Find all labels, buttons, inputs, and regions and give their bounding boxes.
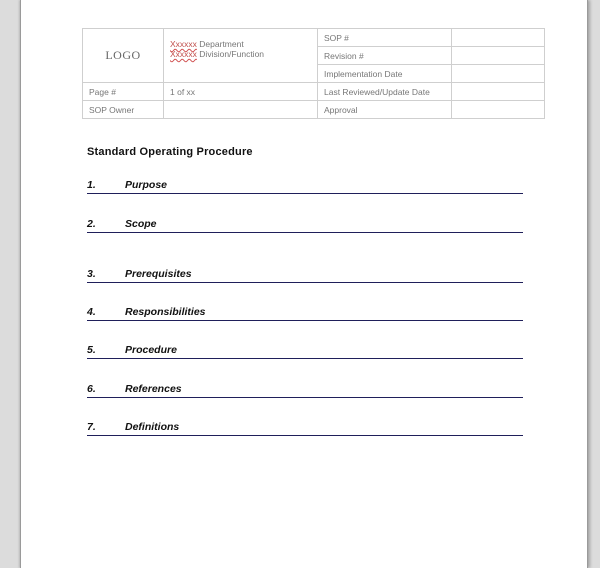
section-scope: [87, 218, 523, 233]
approval-label: Approval: [318, 101, 452, 119]
section-number: 4.: [87, 306, 96, 318]
section-definitions: [87, 421, 523, 436]
last-reviewed-value: [452, 83, 545, 101]
section-heading: Prerequisites: [125, 268, 192, 280]
section-prerequisites: [87, 268, 523, 283]
last-reviewed-label: Last Reviewed/Update Date: [318, 83, 452, 101]
section-heading: Procedure: [125, 344, 177, 356]
department-label: Department: [199, 39, 244, 49]
sop-number-label: SOP #: [318, 29, 452, 47]
approval-value: [452, 101, 545, 119]
implementation-date-value: [452, 65, 545, 83]
section-number: 3.: [87, 268, 96, 280]
section-heading: References: [125, 383, 182, 395]
sop-owner-label: SOP Owner: [83, 101, 164, 119]
division-placeholder: Xxxxxx: [170, 49, 197, 59]
page-number-value: 1 of xx: [164, 83, 318, 101]
section-heading: Purpose: [125, 179, 168, 191]
header-table: [82, 28, 545, 119]
section-heading: Responsibilities: [125, 306, 206, 318]
section-number: 1.: [87, 179, 96, 191]
department-cell: [164, 29, 318, 83]
document-page: [20, 0, 588, 568]
sop-owner-value: [164, 101, 318, 119]
section-number: 5.: [87, 344, 96, 356]
revision-value: [452, 47, 545, 65]
document-title: Standard Operating Procedure: [87, 146, 253, 158]
logo-cell: LOGO: [83, 29, 164, 83]
section-references: [87, 383, 523, 398]
division-label: Division/Function: [199, 49, 265, 59]
revision-label: Revision #: [318, 47, 452, 65]
department-placeholder: Xxxxxx: [170, 39, 197, 49]
sop-number-value: [452, 29, 545, 47]
page-number-label: Page #: [83, 83, 164, 101]
section-procedure: [87, 344, 523, 359]
section-number: 2.: [87, 218, 96, 230]
section-heading: Definitions: [125, 421, 180, 433]
section-number: 7.: [87, 421, 96, 433]
section-number: 6.: [87, 383, 96, 395]
implementation-date-label: Implementation Date: [318, 65, 452, 83]
section-heading: Scope: [125, 218, 157, 230]
section-responsibilities: [87, 306, 523, 321]
section-purpose: [87, 179, 523, 194]
